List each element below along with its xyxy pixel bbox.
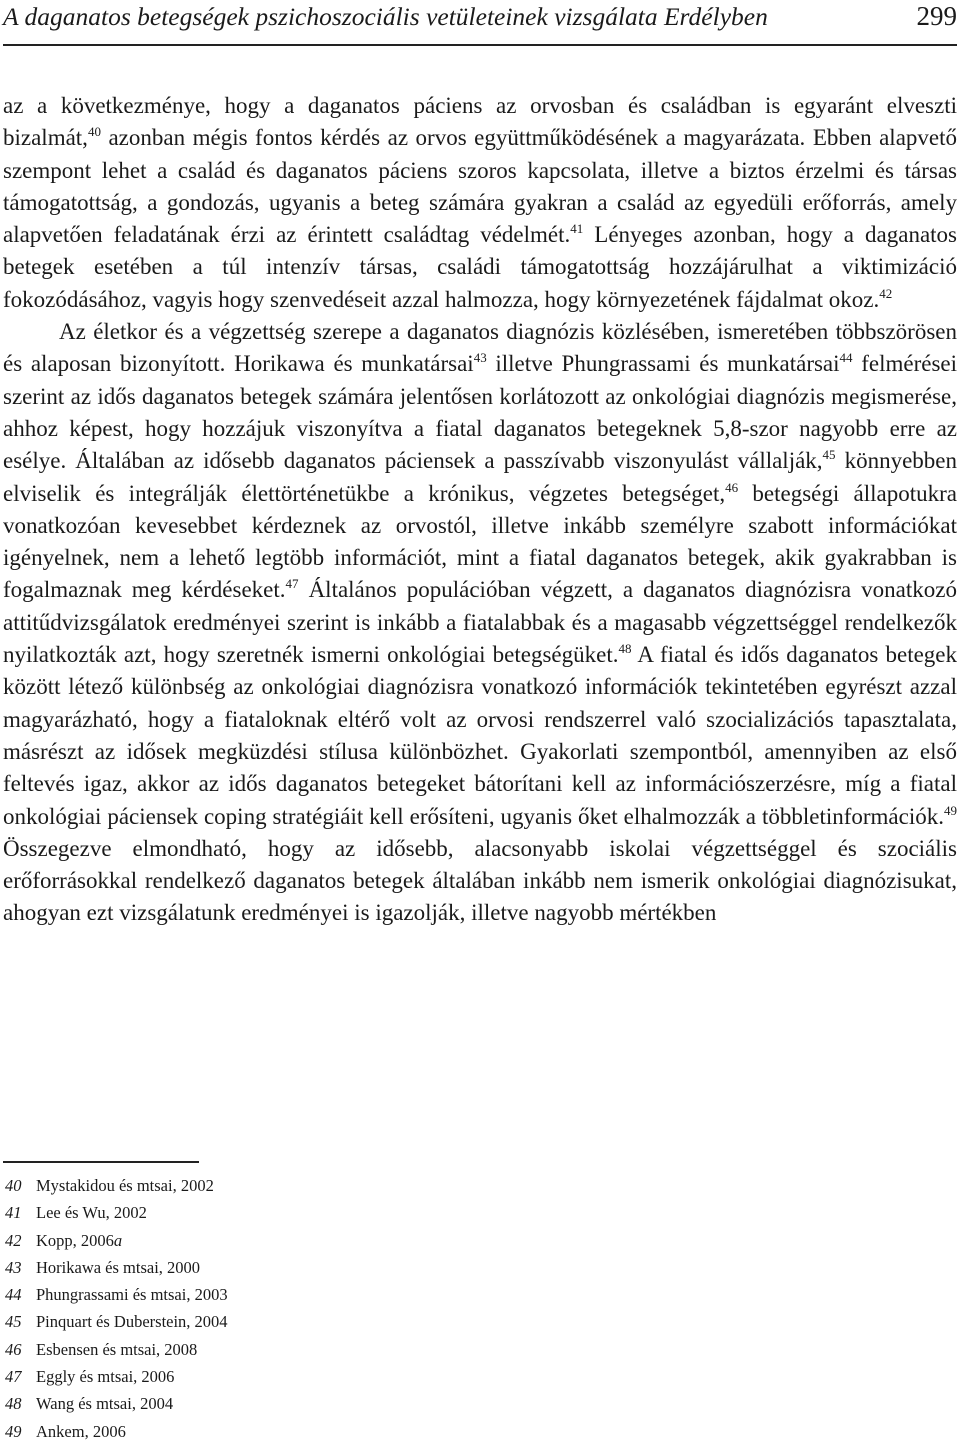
footnote-ref-49[interactable]: 49 — [944, 802, 957, 818]
footnote-46 — [5, 1336, 505, 1363]
text-run: Az életkor és a végzettség szerepe a daganatos diagnózis közlésében, ismeretében többszörösen és alaposan bizonyított. Horikawa és munkatársai — [3, 319, 957, 377]
footnote-43 — [5, 1254, 505, 1281]
footnote-42 — [5, 1227, 505, 1254]
footnote-number: 44 — [5, 1285, 22, 1305]
footnote-ref-44[interactable]: 44 — [839, 350, 853, 366]
footnote-text: Esbensen és mtsai, 2008 — [36, 1339, 198, 1359]
paragraph-2 — [3, 316, 957, 930]
footnote-text: Kopp, 2006 — [36, 1230, 114, 1250]
running-header — [3, 0, 957, 46]
footnote-ref-47[interactable]: 47 — [285, 576, 299, 592]
footnote-number: 49 — [5, 1421, 22, 1441]
footnote-text: Ankem, 2006 — [36, 1421, 126, 1441]
footnote-number: 41 — [5, 1203, 22, 1223]
footnote-text: Mystakidou és mtsai, 2002 — [36, 1176, 214, 1195]
page-number: 299 — [916, 1, 957, 31]
text-run: betegségi állapotukra vonatkozóan kevesebbet kérdeznek az orvostól, illetve inkább személyre szabott információkat igényelnek, nem a lehető legtöbb információt, mint a fiatal daganatos betegek, akik gyakrabban is fogalmaznak meg kérdéseket. — [3, 480, 957, 603]
text-run: Összegezve elmondható, hogy az idősebb, alacsonyabb iskolai végzettséggel és szociális erőforrásokkal rendelkező daganatos betegek általában inkább nem ismerik onkológiai diagnózisukat, ahogyan ezt vizsgálatunk eredményei is igazolják, illetve nagyobb mértékben — [3, 835, 957, 926]
footnote-text: Horikawa és mtsai, 2000 — [36, 1257, 201, 1277]
footnote-text: Eggly és mtsai, 2006 — [36, 1367, 175, 1387]
footnote-number: 42 — [5, 1230, 22, 1250]
footnote-number: 46 — [5, 1339, 22, 1359]
footnote-number: 40 — [5, 1176, 22, 1195]
body-text — [3, 90, 957, 930]
footnote-49 — [5, 1418, 505, 1445]
footnote-44 — [5, 1281, 505, 1308]
footnote-40 — [5, 1172, 505, 1199]
text-run: Lényeges azonban, hogy a daganatos betegek esetében a túl intenzív társas, családi támogatottság hozzájárulhat a viktimizáció fokozódásához, vagyis hogy szenvedéseit azzal halmozza, hogy környezetének fájdalmat okoz. — [3, 222, 957, 312]
text-run: illetve Phungrassami és munkatársai — [486, 351, 840, 377]
footnote-ref-40[interactable]: 40 — [87, 124, 101, 140]
footnote-number: 43 — [5, 1257, 22, 1277]
text-run: az a következménye, hogy a daganatos páciens az orvosban és családban is egyaránt elveszti bizalmát, — [3, 93, 957, 151]
footnote-47 — [5, 1363, 505, 1390]
footnote-text: Phungrassami és mtsai, 2003 — [36, 1285, 228, 1305]
footnote-text: Lee és Wu, 2002 — [36, 1203, 147, 1223]
text-run: azonban mégis fontos kérdés az orvos együttműködésének a magyarázata. Ebben alapvető szempont lehet a család és daganatos páciens szoros kapcsolata, illetve a biztos érzelmi és társas támogatottság, a gondozás, ugyanis a beteg számára gyakran a család az egyedüli erőforrás, amely alapvetően feladatának érzi az érintett családtag védelmét. — [3, 125, 957, 248]
footnote-text: Pinquart és Duberstein, 2004 — [36, 1312, 228, 1332]
footnote-ref-45[interactable]: 45 — [822, 447, 836, 463]
footnote-ref-42[interactable]: 42 — [879, 285, 893, 301]
footnote-suffix: a — [113, 1230, 123, 1250]
paragraph-1 — [3, 90, 957, 316]
footnote-ref-48[interactable]: 48 — [618, 641, 632, 657]
running-title: A daganatos betegségek pszichoszociális vetületeinek vizsgálata Erdélyben — [3, 2, 768, 31]
footnote-number: 45 — [5, 1312, 22, 1332]
footnote-ref-46[interactable]: 46 — [725, 479, 739, 495]
footnote-text: Wang és mtsai, 2004 — [36, 1394, 174, 1414]
text-run: könnyebben elviselik és integrálják élettörténetükbe a krónikus, végzetes betegséget, — [3, 448, 957, 506]
footnote-41 — [5, 1199, 505, 1226]
footnote-45 — [5, 1308, 505, 1335]
text-run: Általános populációban végzett, a daganatos diagnózisra vonatkozó attitűdvizsgálatok eredményei szerint is inkább a fiatalabbak és a magasabb végzettséggel rendelkezők nyilatkozták azt, hogy szeretnék ismerni onkológiai betegségüket. — [3, 577, 957, 668]
text-run: A fiatal és idős daganatos betegek között létező különbség az onkológiai diagnózisra vonatkozó információk tekintetében egyrészt azzal magyarázható, hogy a fiataloknak eltérő volt az orvosi rendszerrel való szocializációs tapasztalata, másrészt az idősek megküzdési stílusa különbözhet. Gyakorlati szempontból, amennyiben az első feltevés igaz, akkor az idős daganatos betegeket bátorítani kell az információszerzésre, míg a fiatal onkológiai páciensek coping stratégiáit kell erősíteni, ugyanis őket elhalmozzák a többletinformációk. — [3, 642, 957, 829]
footnote-ref-43[interactable]: 43 — [473, 350, 487, 366]
footnote-number: 47 — [5, 1367, 22, 1387]
footnote-ref-41[interactable]: 41 — [570, 221, 584, 237]
footnote-48 — [5, 1390, 505, 1417]
footnote-list — [5, 1172, 505, 1445]
text-run: felmérései szerint az idős daganatos betegek számára jelentősen korlátozott az onkológiai diagnózis megismerése, ahhoz képest, hogy hozzájuk viszonyítva a fiatal daganatos betegeknek 5,8-szor nagyobb erre az esélye. Általában az idősebb daganatos páciensek a passzívabb viszonyulást vállalják, — [3, 351, 957, 474]
footnote-number: 48 — [5, 1394, 22, 1414]
footnote-separator — [3, 1161, 199, 1163]
